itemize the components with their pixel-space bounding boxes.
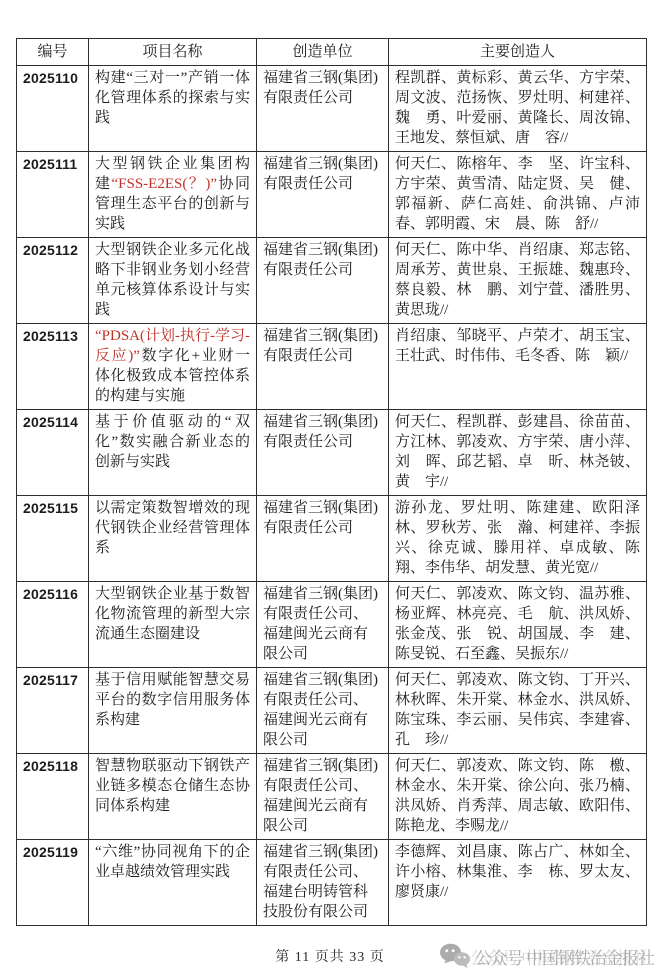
project-name-cell xyxy=(89,238,257,324)
project-name-text: 数字化+业财一体化极致成本管控体系的构建与实施 xyxy=(95,348,250,404)
column-header-creators: 主要创造人 xyxy=(389,39,647,66)
watermark-text: 公众号 中国钢铁冶金报社 xyxy=(474,948,654,968)
creators-cell: 李德辉、刘昌康、陈占广、林如全、许小榕、林集淮、李 栋、罗太友、廖贤康// xyxy=(389,840,647,926)
project-name-text: 基于价值驱动的“双化”数实融合新业态的创新与实践 xyxy=(95,414,250,470)
project-name-highlighted-text: “PDSA(计划-执行-学习-反应)” xyxy=(95,328,250,364)
project-name-cell xyxy=(89,66,257,152)
creators-cell: 何天仁、陈中华、肖绍康、郑志铭、周承芳、黄世泉、王振雄、魏惠玲、蔡良毅、林 鹏、刘宁萱、潘胜男、黄思珑// xyxy=(389,238,647,324)
row-id-cell: 2025117 xyxy=(17,668,89,754)
row-id-cell: 2025116 xyxy=(17,582,89,668)
table-row xyxy=(17,582,647,668)
watermark xyxy=(439,941,654,971)
row-id-cell: 2025114 xyxy=(17,410,89,496)
creating-unit-cell: 福建省三钢(集团)有限责任公司 xyxy=(257,324,389,410)
table-row xyxy=(17,754,647,840)
table-row xyxy=(17,840,647,926)
table-row xyxy=(17,668,647,754)
project-name-text: 构建“三对一”产销一体化管理体系的探索与实践 xyxy=(95,70,250,126)
project-name-text: 协同管理生态平台的创新与实践 xyxy=(95,176,250,232)
project-name-cell xyxy=(89,668,257,754)
creating-unit-cell: 福建省三钢(集团)有限责任公司、福建台明铸管科技股份有限公司 xyxy=(257,840,389,926)
project-name-highlighted-text: “FSS-E2ES(？)” xyxy=(111,176,217,192)
project-name-cell xyxy=(89,324,257,410)
creating-unit-cell: 福建省三钢(集团)有限责任公司、福建闽光云商有限公司 xyxy=(257,582,389,668)
table-header-row xyxy=(17,39,647,66)
column-header-unit: 创造单位 xyxy=(257,39,389,66)
table-row xyxy=(17,66,647,152)
creators-cell: 游孙龙、罗灶明、陈建建、欧阳泽林、罗秋芳、张 瀚、柯建祥、李振兴、徐克诚、滕用祥、卓成敏、陈 翔、李伟华、胡发慧、黄光宽// xyxy=(389,496,647,582)
table-row xyxy=(17,152,647,238)
row-id-cell: 2025115 xyxy=(17,496,89,582)
creators-cell: 何天仁、程凯群、彭建昌、徐苗苗、方江林、郭凌欢、方宇荣、唐小萍、刘 晖、邱艺韬、卓 昕、林尧铍、黄 宇// xyxy=(389,410,647,496)
row-id-cell: 2025110 xyxy=(17,66,89,152)
creators-cell: 何天仁、郭凌欢、陈文钧、丁开兴、林秋晖、朱开棠、林金水、洪凤娇、陈宝珠、李云丽、吴伟宾、李建睿、孔 珍// xyxy=(389,668,647,754)
page-number: 第 11 页共 33 页 xyxy=(275,950,385,965)
project-name-text: 基于信用赋能智慧交易平台的数字信用服务体系构建 xyxy=(95,672,250,728)
project-name-text: 大型钢铁企业基于数智化物流管理的新型大宗流通生态圈建设 xyxy=(95,586,250,642)
row-id-cell: 2025112 xyxy=(17,238,89,324)
creators-cell: 程凯群、黄标彩、黄云华、方宇荣、周文波、范扬恢、罗灶明、柯建祥、魏 勇、叶爱丽、黄隆长、周汝锦、王地发、蔡恒斌、唐 容// xyxy=(389,66,647,152)
creators-cell: 何天仁、郭凌欢、陈文钧、陈 檄、林金水、朱开棠、徐公向、张乃楠、洪凤娇、肖秀萍、周志敏、欧阳伟、陈艳龙、李赐龙// xyxy=(389,754,647,840)
project-name-text: 大型钢铁企业集团构建 xyxy=(95,156,250,192)
creating-unit-cell: 福建省三钢(集团)有限责任公司、福建闽光云商有限公司 xyxy=(257,668,389,754)
creating-unit-cell: 福建省三钢(集团)有限责任公司 xyxy=(257,496,389,582)
project-name-cell xyxy=(89,410,257,496)
project-name-text: 智慧物联驱动下钢铁产业链多模态仓储生态协同体系构建 xyxy=(95,758,250,814)
table-row xyxy=(17,238,647,324)
column-header-id: 编号 xyxy=(17,39,89,66)
table-row xyxy=(17,410,647,496)
wechat-icon xyxy=(439,942,471,970)
row-id-cell: 2025119 xyxy=(17,840,89,926)
table-body xyxy=(17,66,656,926)
creating-unit-cell: 福建省三钢(集团)有限责任公司 xyxy=(257,410,389,496)
creators-cell: 何天仁、陈榕年、李 坚、许宝科、方宇荣、黄雪清、陆定贤、吴 健、郭福新、萨仁高娃、俞洪锦、卢沛春、郭明霞、宋 晨、陈 舒// xyxy=(389,152,647,238)
project-name-text: “六维”协同视角下的企业卓越绩效管理实践 xyxy=(95,844,250,880)
creating-unit-cell: 福建省三钢(集团)有限责任公司 xyxy=(257,238,389,324)
project-name-text: 大型钢铁企业多元化战略下非钢业务划小经营单元核算体系设计与实践 xyxy=(95,242,250,318)
projects-table xyxy=(16,38,656,926)
creating-unit-cell: 福建省三钢(集团)有限责任公司 xyxy=(257,66,389,152)
row-id-cell: 2025111 xyxy=(17,152,89,238)
column-header-project-name: 项目名称 xyxy=(89,39,257,66)
row-id-cell: 2025113 xyxy=(17,324,89,410)
table-row xyxy=(17,324,647,410)
project-name-cell xyxy=(89,496,257,582)
project-name-cell xyxy=(89,582,257,668)
creators-cell: 何天仁、郭凌欢、陈文钧、温苏雅、杨亚辉、林亮亮、毛 航、洪凤娇、张金茂、张 锐、胡国晟、李 建、陈旻锐、石至鑫、吴振东// xyxy=(389,582,647,668)
page-footer xyxy=(0,941,660,971)
row-id-cell: 2025118 xyxy=(17,754,89,840)
creators-cell: 肖绍康、邹晓平、卢荣才、胡玉宝、王壮武、时伟伟、毛冬香、陈 颖// xyxy=(389,324,647,410)
project-name-cell xyxy=(89,152,257,238)
project-name-cell xyxy=(89,754,257,840)
creating-unit-cell: 福建省三钢(集团)有限责任公司 xyxy=(257,152,389,238)
project-name-cell xyxy=(89,840,257,926)
creating-unit-cell: 福建省三钢(集团)有限责任公司、福建闽光云商有限公司 xyxy=(257,754,389,840)
project-name-text: 以需定策数智增效的现代钢铁企业经营管理体系 xyxy=(95,500,250,556)
table-row xyxy=(17,496,647,582)
